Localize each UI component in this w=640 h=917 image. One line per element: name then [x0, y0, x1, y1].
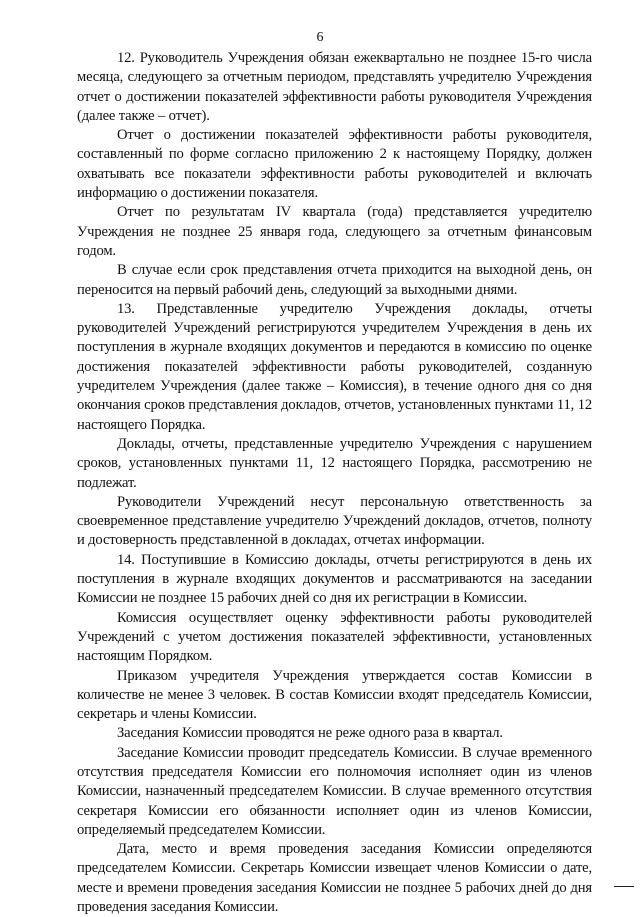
paragraph-weekend-deadline: В случае если срок представления отчета приходится на выходной день, он переносится на первый рабочий день, следующий за выходными днями.: [77, 262, 592, 298]
paragraph-late-reports: Доклады, отчеты, представленные учредителю Учреждения с нарушением сроков, установленных пунктами 11, 12 настоящего Порядка, рассмотрению не подлежат.: [77, 435, 592, 491]
paragraph-14-commission-review: 14. Поступившие в Комиссию доклады, отчеты регистрируются в день их поступления в журнале входящих документов и рассматриваются на заседании Комиссии не позднее 15 рабочих дней со дня их регистрации в Комиссии.: [77, 551, 592, 607]
paragraph-report-form: Отчет о достижении показателей эффективности работы руководителя, составленный по форме согласно приложению 2 к настоящему Порядку, должен охватывать все показатели эффективности работы руководителей и включать информацию о достижении показателя.: [77, 127, 592, 202]
footer-rule: [614, 886, 634, 887]
paragraph-meeting-scheduling: Дата, место и время проведения заседания Комиссии определяются председателем Комиссии. Секретарь Комиссии извещает членов Комиссии о дате, месте и времени проведения заседания Комиссии не позднее 5 рабочих дней до дня проведения заседания Комиссии.: [77, 841, 592, 916]
paragraph-meeting-frequency: Заседания Комиссии проводятся не реже одного раза в квартал.: [117, 725, 503, 742]
paragraph-13-registration: 13. Представленные учредителю Учреждения доклады, отчеты руководителей Учреждений регистрируются учредителем Учреждения в день их поступления в журнале входящих документов и передаются в комиссию по оценке достижения показателей эффективности работы руководителей, созданную учредителем Учреждения (далее также – Комиссия), в течение одного дня со дня окончания сроков представления докладов, отчетов, установленных пунктами 11, 12 настоящего Порядка.: [77, 300, 592, 433]
paragraph-12-report-obligation: 12. Руководитель Учреждения обязан ежеквартально не позднее 15-го числа месяца, следующего за отчетным периодом, представлять учредителю Учреждения отчет о достижении показателей эффективности работы руководителя Учреждения (далее также – отчет).: [77, 50, 592, 124]
paragraph-responsibility: Руководители Учреждений несут персональную ответственность за своевременное представление учредителю Учреждений докладов, отчетов, полноту и достоверность представленной в докладах, отчетах информации.: [77, 493, 592, 549]
page-number: 6: [316, 30, 324, 45]
paragraph-commission-assessment: Комиссия осуществляет оценку эффективности работы руководителей Учреждений с учетом достижения показателей эффективности, установленных настоящим Порядком.: [77, 609, 592, 665]
document-body: [77, 49, 592, 917]
paragraph-annual-report-deadline: Отчет по результатам IV квартала (года) представляется учредителю Учреждения не позднее 25 января года, следующего за отчетным финансовым годом.: [77, 204, 592, 259]
paragraph-meeting-chair: Заседание Комиссии проводит председатель Комиссии. В случае временного отсутствия председателя Комиссии его полномочия исполняет один из членов Комиссии, назначенный председателем Комиссии. В случае временного отсутствия секретаря Комиссии его обязанности исполняет один из членов Комиссии, определяемый председателем Комиссии.: [77, 744, 592, 838]
paragraph-commission-composition: Приказом учредителя Учреждения утверждается состав Комиссии в количестве не менее 3 человек. В состав Комиссии входят председатель Комиссии, секретарь и члены Комиссии.: [77, 667, 592, 723]
